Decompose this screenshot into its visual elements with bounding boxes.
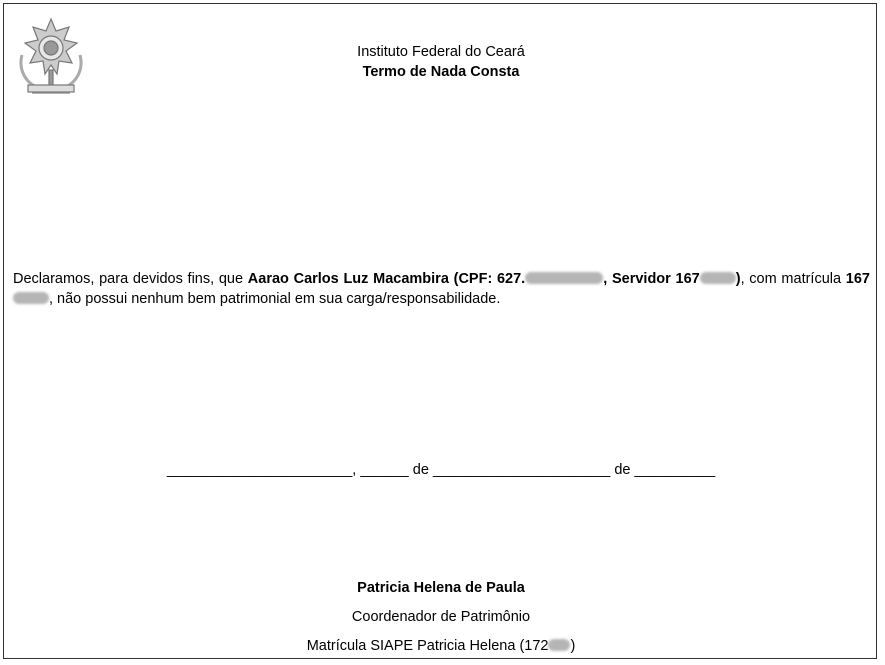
servidor-close: ): [735, 271, 741, 287]
servidor-label: , Servidor 167: [603, 271, 700, 287]
declaration-mid: , com matrícula: [740, 271, 846, 287]
institution-name: Instituto Federal do Ceará: [357, 44, 525, 60]
signatory-name: Patricia Helena de Paula: [357, 580, 525, 596]
matricula-prefix: Matrícula SIAPE Patricia Helena (172: [306, 638, 549, 654]
date-place-line: _______________________, ______ de ______________________ de __________: [166, 462, 716, 478]
document-page: [3, 3, 877, 659]
signatory-matricula: [4, 636, 878, 656]
matricula-suffix: ): [570, 638, 576, 654]
declared-person-cpf: Aarao Carlos Luz Macambira (CPF: 627.: [247, 271, 526, 287]
document-title: Termo de Nada Consta: [362, 64, 520, 80]
declaration-intro: Declaramos, para devidos fins, que: [13, 271, 248, 287]
declaration-tail: , não possui nenhum bem patrimonial em sua carga/responsabilidade.: [49, 291, 501, 307]
redacted-siape: [548, 639, 570, 651]
redacted-servidor-id: [700, 272, 736, 284]
matricula-value: 167: [845, 271, 870, 287]
document-header: [4, 42, 878, 82]
signatory-role: Coordenador de Patrimônio: [351, 609, 531, 625]
redacted-cpf: [525, 272, 603, 284]
redacted-matricula: [13, 292, 49, 304]
declaration-paragraph: [13, 269, 870, 309]
